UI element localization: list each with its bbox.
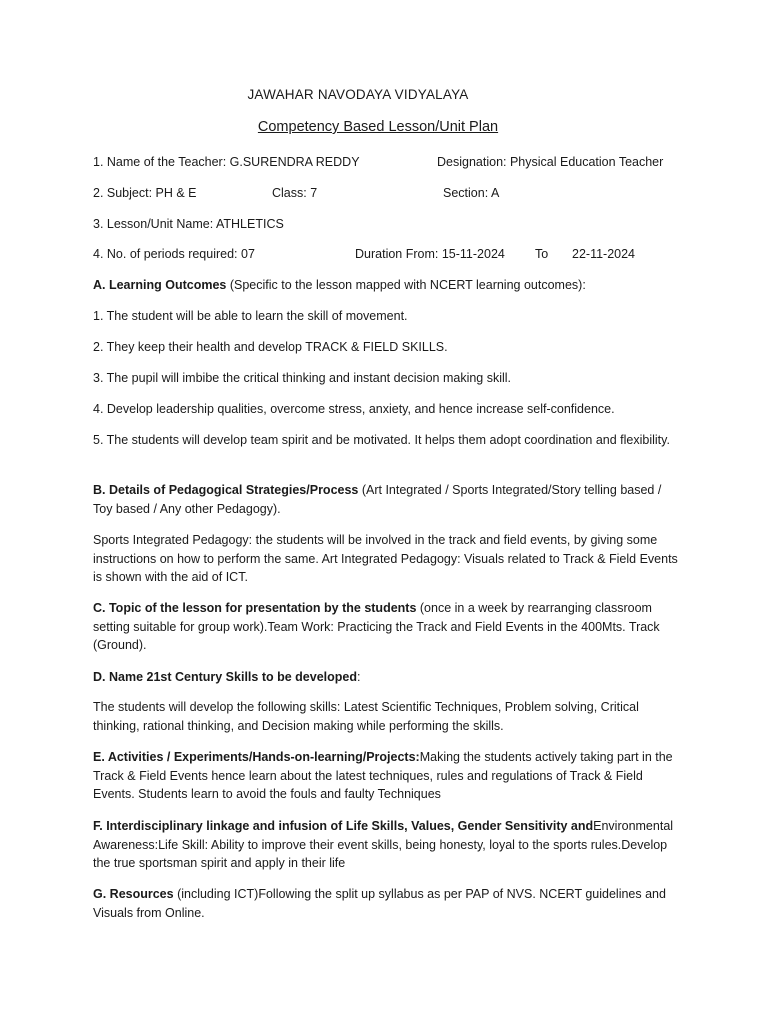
outcome-item: 1. The student will be able to learn the skill of movement. bbox=[93, 309, 408, 323]
periods: 4. No. of periods required: 07 bbox=[93, 247, 255, 261]
outcome-item: 5. The students will develop team spirit and be motivated. It helps them adopt coordination and flexibility. bbox=[93, 433, 670, 447]
section-e-title: E. Activities / Experiments/Hands-on-learning/Projects: bbox=[93, 750, 420, 764]
section-d-colon: : bbox=[356, 670, 361, 684]
outcome-item: 4. Develop leadership qualities, overcome stress, anxiety, and hence increase self-confidence. bbox=[93, 402, 615, 416]
designation: Designation: Physical Education Teacher bbox=[437, 155, 664, 169]
section-d-title: D. Name 21st Century Skills to be developed bbox=[93, 670, 357, 684]
page-title: Competency Based Lesson/Unit Plan bbox=[257, 119, 499, 135]
section-c-title: C. Topic of the lesson for presentation by the students bbox=[93, 601, 417, 615]
section-e bbox=[93, 748, 683, 804]
class: Class: 7 bbox=[272, 186, 318, 200]
section-b-title: B. Details of Pedagogical Strategies/Process bbox=[93, 483, 359, 497]
section-f-body: Environmental Awareness:Life Skill: Ability to improve their event skills, being honesty, loyal to the sports rules.Develop the true sportsman spirit and apply in their life bbox=[93, 819, 674, 870]
school-name: JAWAHAR NAVODAYA VIDYALAYA bbox=[247, 87, 469, 102]
section-d-body: The students will develop the following skills: Latest Scientific Techniques, Problem solving, Critical thinking, rational thinking, and Decision making while performing the skills. bbox=[93, 700, 639, 733]
section-d-heading bbox=[93, 668, 683, 687]
section-g-body: (including ICT)Following the split up syllabus as per PAP of NVS. NCERT guidelines and Visuals from Online. bbox=[93, 887, 666, 920]
section: Section: A bbox=[443, 186, 500, 200]
section-e-body: Making the students actively taking part in the Track & Field Events hence learn about the latest techniques, rules and regulations of Track & Field Events. Students learn to avoid the fouls and faulty Techniques bbox=[93, 750, 673, 801]
section-g bbox=[93, 885, 683, 922]
lesson-name: 3. Lesson/Unit Name: ATHLETICS bbox=[93, 217, 284, 231]
section-b-body: Sports Integrated Pedagogy: the students will be involved in the track and field events, by giving some instructions on how to perform the same. Art Integrated Pedagogy: Visuals related to Track & Field Events is shown with the aid of ICT. bbox=[93, 533, 678, 584]
duration-from: Duration From: 15-11-2024 bbox=[355, 247, 505, 261]
section-c-body: (once in a week by rearranging classroom setting suitable for group work).Team Work: Practicing the Track and Field Events in the 400Mts. Track (Ground). bbox=[93, 601, 660, 652]
section-g-title: G. Resources bbox=[93, 887, 174, 901]
duration-to-label: To bbox=[535, 247, 549, 261]
section-f-title: F. Interdisciplinary linkage and infusion of Life Skills, Values, Gender Sensitivity and bbox=[93, 819, 594, 833]
duration-to: 22-11-2024 bbox=[572, 247, 636, 261]
section-b-heading bbox=[93, 481, 683, 518]
section-b-note: (Art Integrated / Sports Integrated/Story telling based / Toy based / Any other Pedagogy). bbox=[93, 483, 662, 516]
section-f bbox=[93, 817, 683, 873]
teacher-name: 1. Name of the Teacher: G.SURENDRA REDDY bbox=[93, 155, 360, 169]
section-a-heading bbox=[93, 276, 683, 295]
outcome-item: 3. The pupil will imbibe the critical thinking and instant decision making skill. bbox=[93, 371, 512, 385]
subject: 2. Subject: PH & E bbox=[93, 186, 197, 200]
section-a-title: A. Learning Outcomes bbox=[93, 278, 227, 292]
section-c bbox=[93, 599, 683, 655]
outcome-item: 2. They keep their health and develop TRACK & FIELD SKILLS. bbox=[93, 340, 448, 354]
section-a-note: (Specific to the lesson mapped with NCERT learning outcomes): bbox=[226, 278, 586, 292]
